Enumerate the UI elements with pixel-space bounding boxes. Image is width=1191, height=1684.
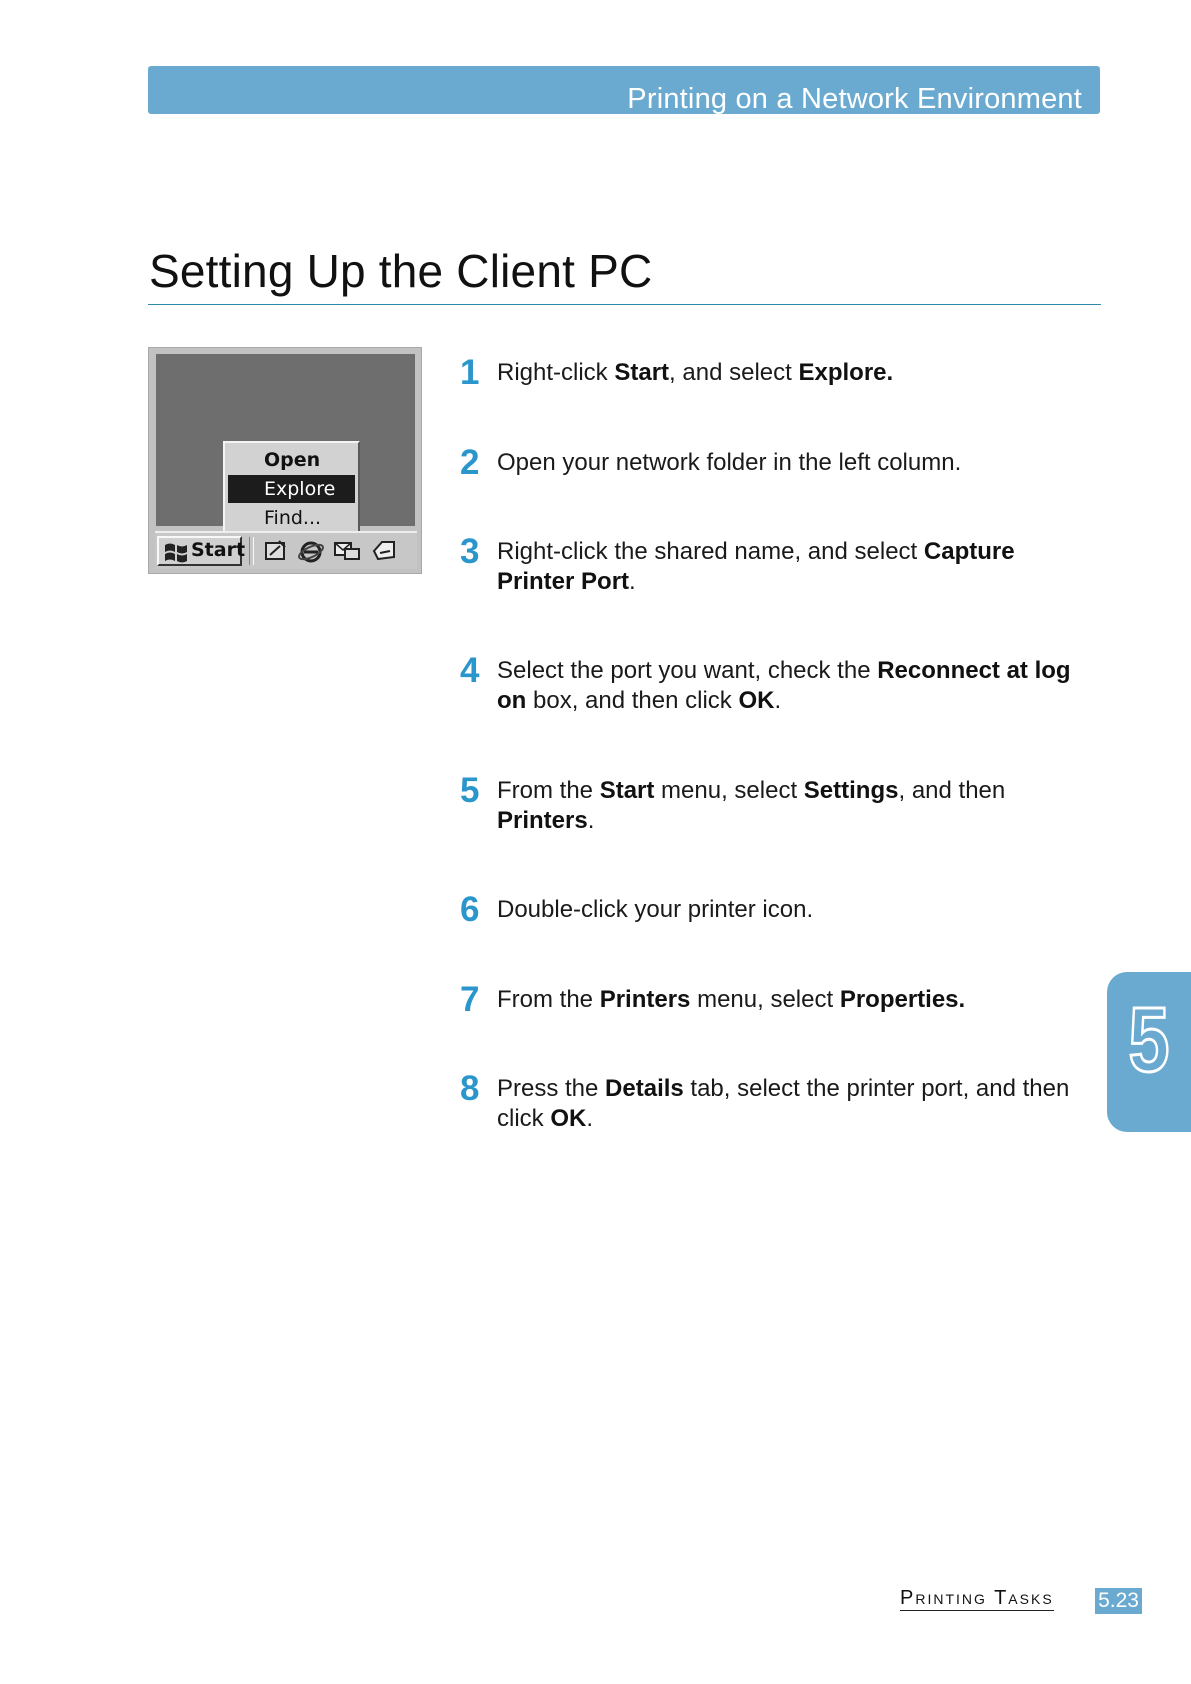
desktop-shortcut-icon[interactable] xyxy=(263,539,289,563)
step-text-bold: Capture Printer Port xyxy=(497,538,1015,595)
step-number: 5 xyxy=(460,771,480,810)
step-number: 3 xyxy=(460,532,480,571)
step-text-run: Select the port you want, check the xyxy=(497,657,878,684)
start-button[interactable] xyxy=(157,536,246,566)
step-text-bold: Reconnect at log on xyxy=(497,657,1071,714)
step-text-run: , and select xyxy=(669,359,799,386)
step-number: 4 xyxy=(460,651,480,690)
step-text-run: From the xyxy=(497,777,600,804)
step-text-run: From the xyxy=(497,986,600,1013)
step-text-bold: OK xyxy=(738,687,775,714)
taskbar-separator xyxy=(249,537,254,565)
channels-icon[interactable] xyxy=(370,539,398,563)
step-text-bold: Explore. xyxy=(798,359,894,386)
step-text xyxy=(497,985,1097,1015)
step-text xyxy=(497,895,1097,925)
step-text-run: Open your network folder in the left column. xyxy=(497,449,962,476)
step-number: 6 xyxy=(460,890,480,929)
step-text-run: . xyxy=(586,1105,594,1132)
title-divider xyxy=(148,304,1101,305)
step-text-run: Press the xyxy=(497,1075,606,1102)
windows-logo-icon xyxy=(163,541,189,563)
step-number: 7 xyxy=(460,980,480,1019)
header-title: Printing on a Network Environment xyxy=(627,83,1082,115)
step-text xyxy=(497,537,1042,597)
menu-item-explore[interactable]: Explore xyxy=(228,475,355,503)
step-text-run: . xyxy=(587,807,595,834)
step-text-bold: Start xyxy=(614,359,670,386)
step-text-bold: Printers xyxy=(599,986,691,1013)
step-text-bold: Printers xyxy=(497,807,588,834)
step-text-run: tab, select the printer port, and then click xyxy=(497,1075,1070,1132)
step-text-bold: Details xyxy=(605,1075,684,1102)
outlook-express-icon[interactable] xyxy=(333,539,363,563)
step-text-bold: Properties. xyxy=(839,986,966,1013)
step-text xyxy=(497,656,1097,716)
footer-section-title: Printing Tasks xyxy=(900,1587,1054,1609)
step-text-run: menu, select xyxy=(654,777,804,804)
start-label: Start xyxy=(191,539,246,561)
step-text-run: . xyxy=(629,568,636,595)
step-text xyxy=(497,1074,1087,1134)
step-text-bold: Start xyxy=(599,777,655,804)
menu-item-open[interactable]: Open xyxy=(264,449,321,471)
step-text-run: box, and then click xyxy=(526,687,739,714)
menu-item-find[interactable]: Find... xyxy=(264,507,322,529)
step-number: 2 xyxy=(460,443,480,482)
step-text xyxy=(497,358,1097,388)
step-text-run: Double-click your printer icon. xyxy=(497,896,814,923)
step-text-bold: OK xyxy=(550,1105,587,1132)
step-text-run: . xyxy=(774,687,782,714)
chapter-tab xyxy=(1107,972,1191,1132)
page-title: Setting Up the Client PC xyxy=(149,245,653,297)
context-menu xyxy=(223,441,360,540)
header-bar xyxy=(148,66,1100,114)
internet-explorer-icon[interactable] xyxy=(297,539,325,565)
page-number: 5.23 xyxy=(1095,1588,1142,1614)
start-menu-screenshot xyxy=(148,347,422,574)
step-text-bold: Settings xyxy=(803,777,899,804)
step-text-run: Right-click the shared name, and select xyxy=(497,538,924,565)
step-text xyxy=(497,776,1042,836)
step-text-run: , and then xyxy=(898,777,1006,804)
step-text xyxy=(497,448,1097,478)
step-text-run: Right-click xyxy=(497,359,615,386)
step-text-run: menu, select xyxy=(690,986,840,1013)
taskbar xyxy=(155,531,417,569)
step-number: 8 xyxy=(460,1069,480,1108)
chapter-number: 5 xyxy=(1128,989,1170,1091)
step-number: 1 xyxy=(460,353,480,392)
